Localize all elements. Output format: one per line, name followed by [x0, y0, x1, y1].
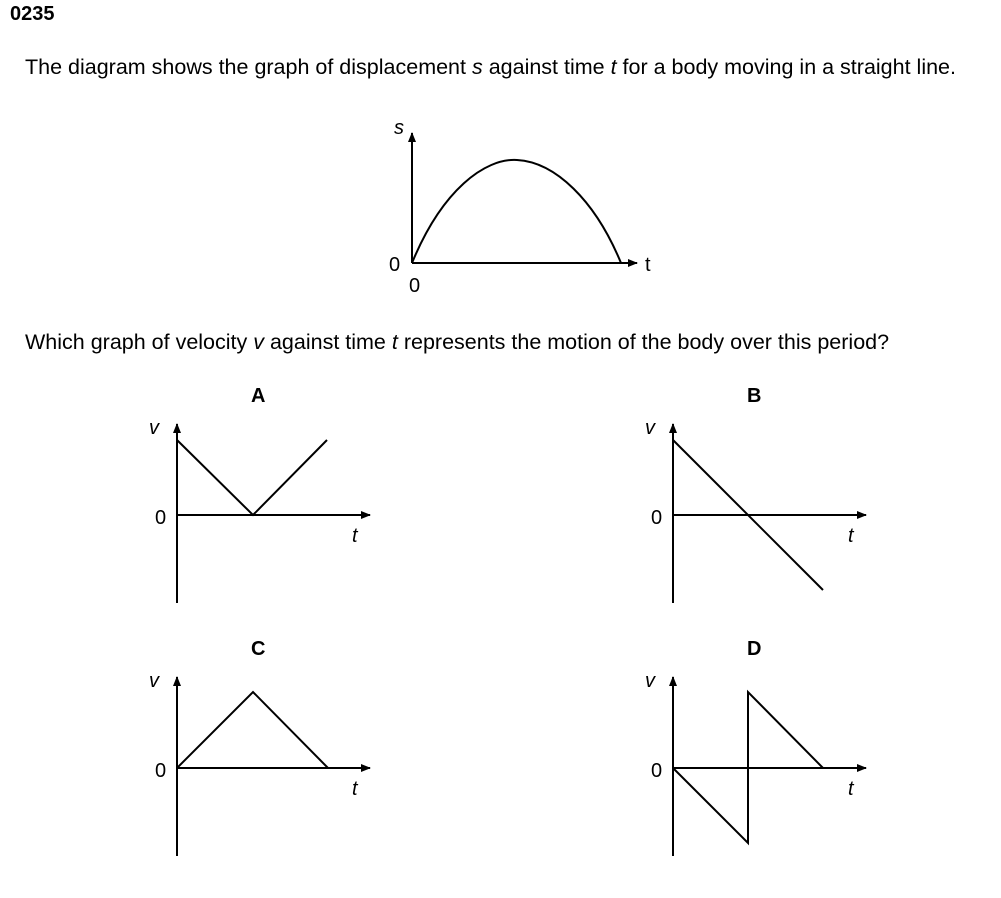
- question-prompt: Which graph of velocity v against time t represents the motion of the body over this period?: [25, 330, 890, 354]
- displacement-curve: [412, 160, 621, 263]
- option-b-graph: [673, 424, 866, 603]
- s-axis-label: s: [394, 117, 404, 139]
- v-axis-label: v: [645, 670, 655, 692]
- v-axis-label: v: [149, 417, 159, 439]
- origin-label: 0: [651, 507, 663, 529]
- option-d-letter: D: [747, 638, 762, 660]
- origin-label: 0: [651, 760, 663, 782]
- velocity-line: [177, 440, 327, 515]
- origin-label: 0: [155, 507, 167, 529]
- t-axis-label: t: [352, 778, 358, 800]
- question-stem: The diagram shows the graph of displacement s against time t for a body moving in a straight line.: [25, 55, 956, 79]
- origin-label: 0: [155, 760, 167, 782]
- t-axis-label: t: [645, 254, 651, 276]
- t-axis-label: t: [848, 778, 854, 800]
- option-a-letter: A: [251, 385, 266, 407]
- origin-s-label: 0: [389, 254, 401, 276]
- option-c-letter: C: [251, 638, 266, 660]
- v-axis-label: v: [149, 670, 159, 692]
- displacement-time-graph: [412, 133, 637, 263]
- option-d-graph: [673, 677, 866, 856]
- option-a-graph: [177, 424, 370, 603]
- question-number: 0235: [10, 3, 55, 25]
- velocity-line: [177, 692, 328, 768]
- option-b-letter: B: [747, 385, 762, 407]
- option-c-graph: [177, 677, 370, 856]
- t-axis-label: t: [352, 525, 358, 547]
- t-axis-label: t: [848, 525, 854, 547]
- origin-t-label: 0: [409, 275, 421, 297]
- v-axis-label: v: [645, 417, 655, 439]
